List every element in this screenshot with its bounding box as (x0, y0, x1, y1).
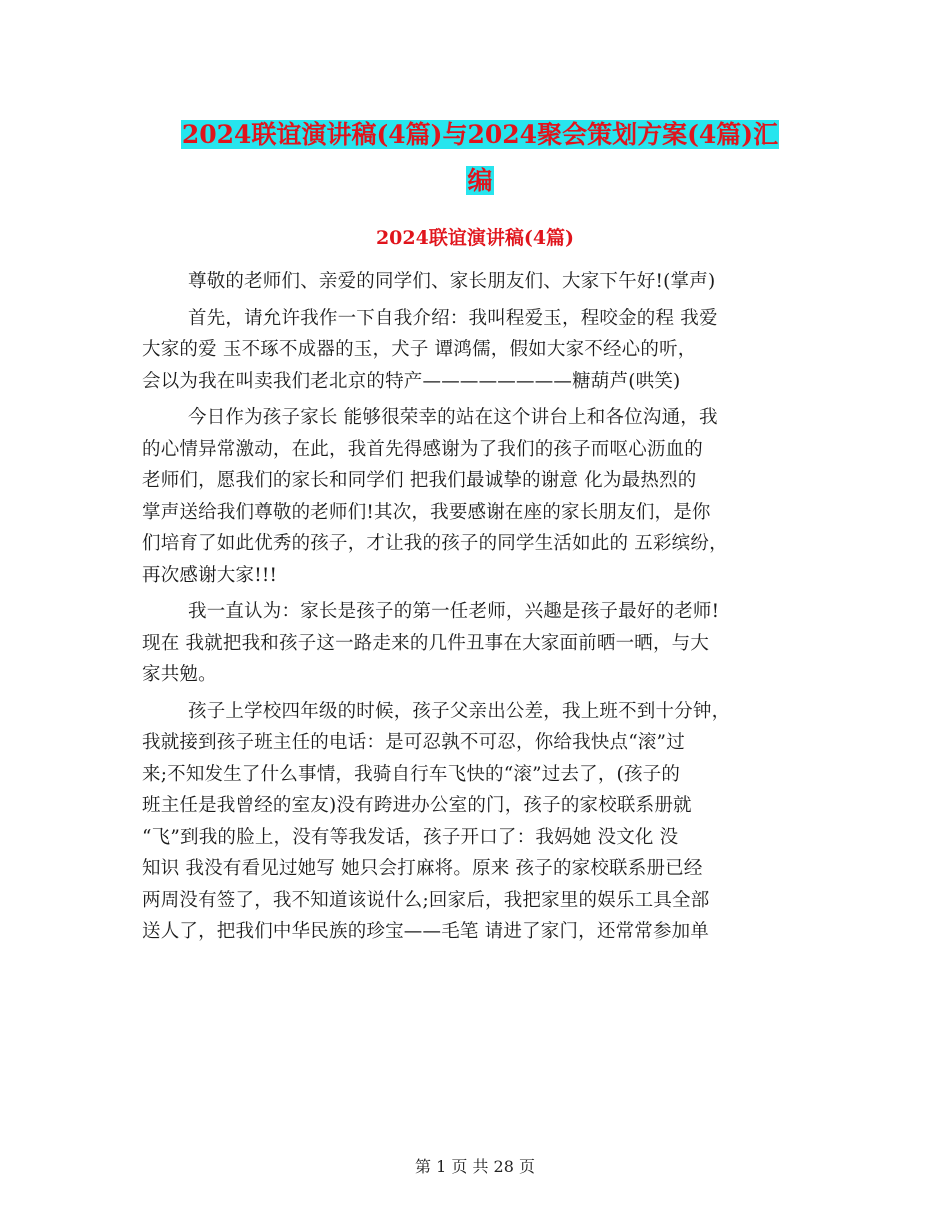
paragraph-line: 现在 我就把我和孩子这一路走来的几件丑事在大家面前晒一晒，与大 (142, 632, 710, 654)
paragraph-line: 来;不知发生了什么事情，我骑自行车飞快的“滚”过去了，(孩子的 (142, 763, 681, 785)
paragraph-line: 们培育了如此优秀的孩子，才让我的孩子的同学生活如此的 五彩缤纷， (142, 533, 728, 554)
document-title-line1: 2024联谊演讲稿(4篇)与2024聚会策划方案(4篇)汇 (181, 120, 779, 149)
paragraph-line: 家共勉。 (142, 664, 217, 685)
paragraph-line: 首先，请允许我作一下自我介绍：我叫程爱玉，程咬金的程 我爱 (188, 307, 718, 329)
paragraph (142, 303, 810, 398)
paragraph-line: 掌声送给我们尊敬的老师们!其次，我要感谢在座的家长朋友们，是你 (142, 501, 711, 523)
paragraph (142, 596, 810, 691)
paragraph-line: 孩子上学校四年级的时候，孩子父亲出公差，我上班不到十分钟， (188, 700, 731, 722)
document-body (142, 266, 810, 953)
paragraph-line: 我就接到孩子班主任的电话：是可忍孰不可忍，你给我快点“滚”过 (142, 732, 685, 753)
paragraph-line: 的心情异常激动，在此，我首先得感谢为了我们的孩子而呕心沥血的 (142, 438, 704, 460)
document-title-line2: 编 (467, 166, 493, 195)
paragraph-line: 我一直认为：家长是孩子的第一任老师，兴趣是孩子最好的老师! (188, 601, 720, 622)
paragraph (142, 696, 810, 948)
paragraph-line: 送人了，把我们中华民族的珍宝——毛笔 请进了家门，还常常参加单 (142, 921, 710, 942)
paragraph (142, 402, 810, 591)
paragraph-line: 班主任是我曾经的室友)没有跨进办公室的门，孩子的家校联系册就 (142, 795, 692, 816)
paragraph-line: 两周没有签了，我不知道该说什么;回家后，我把家里的娱乐工具全部 (142, 889, 710, 911)
paragraph-line: 尊敬的老师们、亲爱的同学们、家长朋友们、大家下午好!(掌声) (188, 271, 716, 292)
section-title: 2024联谊演讲稿(4篇) (375, 227, 575, 249)
paragraph (142, 266, 810, 298)
page-footer: 第 1 页 共 28 页 (415, 1157, 535, 1176)
paragraph-line: 今日作为孩子家长 能够很荣幸的站在这个讲台上和各位沟通，我 (188, 407, 718, 428)
paragraph-line: 知识 我没有看见过她写 她只会打麻将。原来 孩子的家校联系册已经 (142, 858, 703, 879)
paragraph-line: 老师们，愿我们的家长和同学们 把我们最诚挚的谢意 化为最热烈的 (142, 470, 697, 491)
paragraph-line: 大家的爱 玉不琢不成器的玉，犬子 谭鸿儒，假如大家不经心的听， (142, 339, 697, 360)
document-title (140, 112, 820, 204)
paragraph-line: “飞”到我的脸上，没有等我发话，孩子开口了：我妈她 没文化 没 (142, 826, 679, 848)
paragraph-line: 会以为我在叫卖我们老北京的特产————————糖葫芦(哄笑) (142, 370, 681, 392)
paragraph-line: 再次感谢大家!!! (142, 564, 278, 586)
